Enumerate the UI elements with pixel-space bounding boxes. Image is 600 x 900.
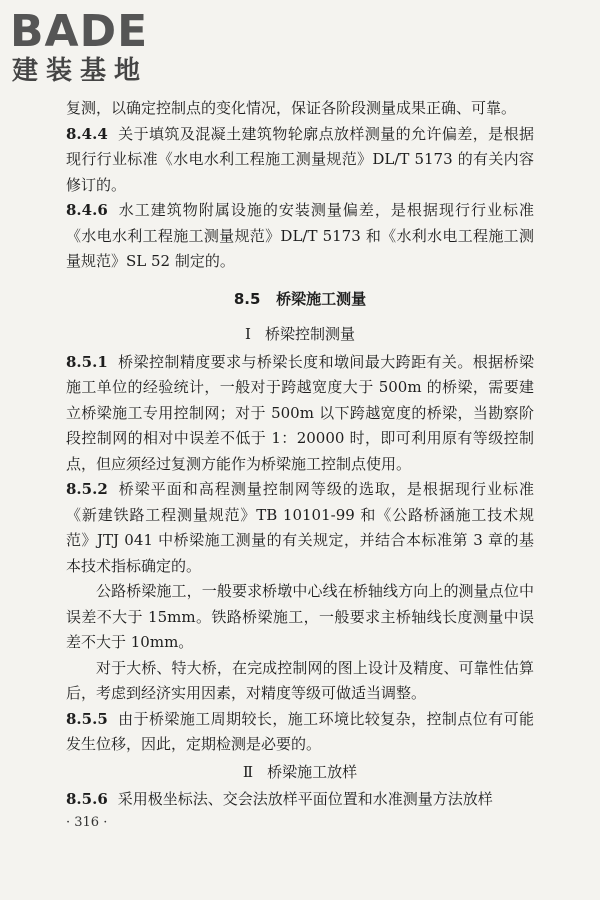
clause-number: 8.5.6 [66, 790, 108, 808]
subsection-II-title [66, 760, 534, 786]
section-title: 桥梁施工测量 [276, 289, 367, 308]
subsection-I-title [66, 322, 534, 348]
clause-8-5-1 [66, 350, 534, 478]
clause-8-5-2 [66, 477, 534, 579]
clause-text: 关于填筑及混凝土建筑物轮廓点放样测量的允许偏差，是根据现行行业标准《水电水利工程施工测量规范》DL/T 5173 的有关内容修订的。 [66, 124, 534, 194]
clause-8-5-6 [66, 787, 534, 813]
paragraph-large-bridge: 对于大桥、特大桥，在完成控制网的图上设计及精度、可靠性估算后，考虑到经济实用因素，对精度等级可做适当调整。 [66, 658, 534, 702]
clause-text: 桥梁控制精度要求与桥梁长度和墩间最大跨距有关。根据桥梁施工单位的经验统计，一般对于跨越宽度大于 500m 的桥梁，需要建立桥梁施工专用控制网；对于 500m 以下跨越宽度的桥梁，当勘察阶段控制网的相对中误差不低于 1：20000 时，即可利用原有等级控制点，但应须经过复测方能作为桥梁施工控制点使用。 [66, 352, 534, 473]
paragraph-highway-bridge: 公路桥梁施工，一般要求桥墩中心线在桥轴线方向上的测量点位中误差不大于 15mm。铁路桥梁施工，一般要求主桥轴线长度测量中误差不大于 10mm。 [66, 582, 534, 651]
clause-text: 由于桥梁施工周期较长，施工环境比较复杂，控制点位有可能发生位移，因此，定期检测是必要的。 [66, 709, 534, 753]
paragraph-continuation: 复测，以确定控制点的变化情况，保证各阶段测量成果正确、可靠。 [66, 99, 517, 117]
clause-number: 8.4.6 [66, 201, 108, 219]
clause-number: 8.5.1 [66, 352, 108, 371]
clause-8-4-4 [66, 122, 534, 199]
logo-subtitle: 建装基地 [12, 56, 149, 86]
roman-numeral: Ⅰ [245, 325, 251, 343]
clause-number: 8.5.5 [66, 709, 108, 728]
clause-8-4-6 [66, 198, 534, 275]
page-number: · 316 · [66, 815, 108, 830]
clause-number: 8.4.4 [66, 124, 108, 143]
clause-number: 8.5.2 [66, 480, 108, 498]
document-body [66, 96, 534, 813]
subsection-title: 桥梁施工放样 [267, 762, 358, 781]
clause-text: 水工建筑物附属设施的安装测量偏差，是根据现行行业标准《水电水利工程施工测量规范》DL/T 5173 和《水利水电工程施工测量规范》SL 52 制定的。 [66, 201, 534, 270]
subsection-title: 桥梁控制测量 [264, 325, 355, 343]
clause-8-5-5 [66, 707, 534, 758]
section-number: 8.5 [233, 289, 261, 308]
clause-text: 桥梁平面和高程测量控制网等级的选取，是根据现行业标准《新建铁路工程测量规范》TB 10101-99 和《公路桥涵施工技术规范》JTJ 041 中桥梁施工测量的有关规定，并结合本标准第 3 章的基本技术指标确定的。 [66, 480, 534, 575]
roman-numeral: Ⅱ [242, 762, 254, 781]
bade-logo [10, 8, 185, 86]
logo-brand: BADE [10, 6, 149, 57]
clause-text: 采用极坐标法、交会法放样平面位置和水准测量方法放样 [117, 790, 493, 808]
section-8-5-title [66, 287, 534, 313]
